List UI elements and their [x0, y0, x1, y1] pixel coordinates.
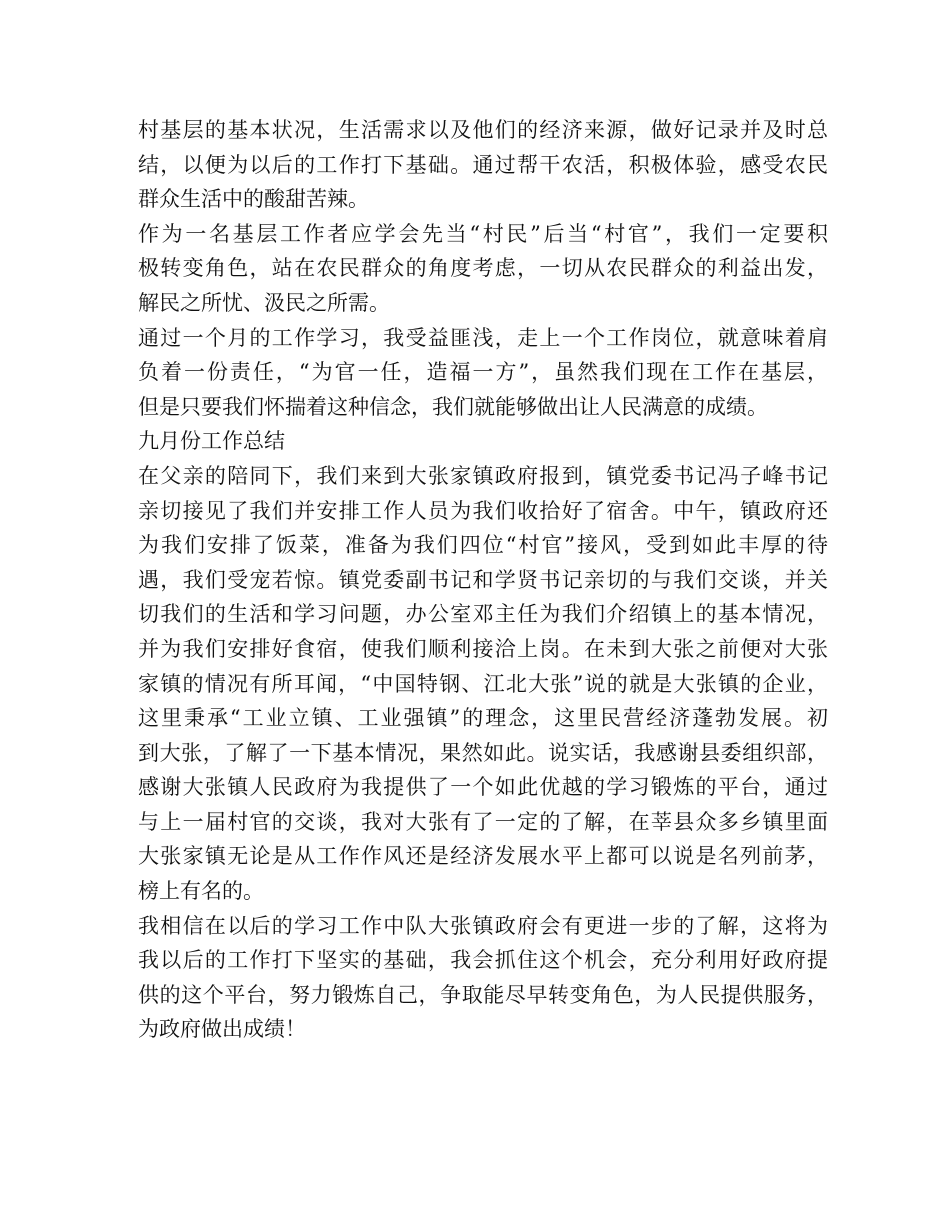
text-line: 为我们安排了饭菜，准备为我们四位“村官”接风，受到如此丰厚的待 [138, 533, 828, 558]
paragraph [138, 424, 828, 459]
document-body [138, 113, 828, 1047]
text-line: 遇，我们受宠若惊。镇党委副书记和学贤书记亲切的与我们交谈，并关 [138, 567, 828, 592]
paragraph [138, 217, 828, 321]
text-line: 结，以便为以后的工作打下基础。通过帮干农活，积极体验，感受农民 [138, 152, 828, 177]
text-line: 在父亲的陪同下，我们来到大张家镇政府报到，镇党委书记冯子峰书记 [138, 463, 828, 488]
text-line: 到大张，了解了一下基本情况，果然如此。说实话，我感谢县委组织部， [138, 740, 828, 765]
text-line: 但是只要我们怀揣着这种信念，我们就能够做出让人民满意的成绩。 [138, 394, 768, 419]
text-line: 我相信在以后的学习工作中队大张镇政府会有更进一步的了解，这将为 [138, 913, 828, 938]
text-line: 为政府做出成绩！ [138, 1017, 306, 1042]
paragraph [138, 113, 828, 217]
text-line: 榜上有名的。 [138, 879, 264, 904]
text-line: 与上一届村官的交谈，我对大张有了一定的了解，在莘县众多乡镇里面 [138, 809, 828, 834]
text-line: 供的这个平台，努力锻炼自己，争取能尽早转变角色，为人民提供服务， [138, 982, 828, 1007]
text-line: 解民之所忧、汲民之所需。 [138, 290, 390, 315]
section-heading: 九月份工作总结 [138, 429, 285, 454]
text-line: 大张家镇无论是从工作作风还是经济发展水平上都可以说是名列前茅， [138, 844, 828, 869]
text-line: 极转变角色，站在农民群众的角度考虑，一切从农民群众的利益出发， [138, 256, 828, 281]
paragraph [138, 321, 828, 425]
text-line: 切我们的生活和学习问题，办公室邓主任为我们介绍镇上的基本情况， [138, 602, 828, 627]
text-line: 通过一个月的工作学习，我受益匪浅，走上一个工作岗位，就意味着肩 [138, 325, 828, 350]
text-line: 村基层的基本状况，生活需求以及他们的经济来源，做好记录并及时总 [138, 118, 828, 142]
text-line: 我以后的工作打下坚实的基础，我会抓住这个机会，充分利用好政府提 [138, 948, 828, 973]
text-line: 这里秉承“工业立镇、工业强镇”的理念，这里民营经济蓬勃发展。初 [138, 706, 828, 731]
text-line: 作为一名基层工作者应学会先当“村民”后当“村官”，我们一定要积 [138, 221, 828, 246]
text-line: 感谢大张镇人民政府为我提供了一个如此优越的学习锻炼的平台，通过 [138, 775, 828, 800]
text-line: 并为我们安排好食宿，使我们顺利接洽上岗。在未到大张之前便对大张 [138, 636, 828, 661]
text-line: 家镇的情况有所耳闻，“中国特钢、江北大张”说的就是大张镇的企业， [138, 671, 828, 696]
text-line: 亲切接见了我们并安排工作人员为我们收拾好了宿舍。中午，镇政府还 [138, 498, 828, 523]
text-line: 负着一份责任，“为官一任，造福一方”，虽然我们现在工作在基层， [138, 360, 828, 385]
text-line: 群众生活中的酸甜苦辣。 [138, 187, 369, 212]
paragraph [138, 909, 828, 1047]
paragraph [138, 459, 828, 909]
